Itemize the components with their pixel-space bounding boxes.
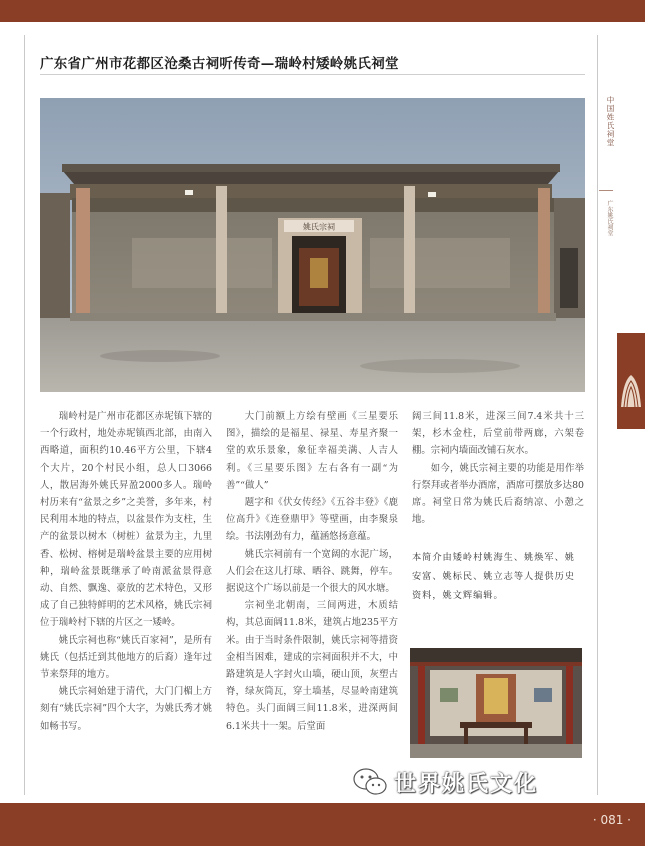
article-column-3 (412, 408, 584, 528)
headline-divider (40, 74, 585, 75)
paragraph: 瑞岭村是广州市花都区赤坭镇下辖的一个行政村，地处赤坭镇西北部，由南入西略道，面积约10.46平方公里，下辖4个大片，20个村民小组，总人口3066人，散居海外姚氏昇盈2000多人。瑞岭村历来有“盆景之乡”之美誉，多年来，村民利用本地的特点，以盆景作为支柱，生产的盆景以树木（树桩）盆景为主，九里香、松树、榕树是瑞岭盆景主要的应用树种，瑞岭盆景既继承了岭南派盆景得意动、自然、飘逸、豪放的艺术特色，又形成了自己独特鲜明的艺术风格，姚氏宗祠位于瑞岭村下辖的片区之一矮岭。 (40, 411, 212, 629)
door-plaque-text: 姚氏宗祠 (303, 222, 335, 232)
hall-interior-photo (410, 648, 582, 758)
paragraph: 姚氏宗祠也称“姚氏百家祠”，是所有姚氏（包括迁到其他地方的后裔）逢年过节来祭拜的地方。 (40, 634, 212, 681)
sidebar-section-subtitle: 广东姚氏祠堂 (606, 200, 613, 236)
wechat-icon (352, 767, 388, 797)
sidebar-divider (599, 190, 613, 191)
watermark-text: 世界姚氏文化 (394, 771, 539, 797)
paragraph: 姚氏宗祠前有一个宽阔的水泥广场，人们会在这儿打球、晒谷、跳舞，停车。据说这个广场以前是一个很大的风水塘。 (226, 548, 398, 595)
paragraph: 题字和《伏女传经》《五谷丰登》《鹿位高升》《连登鼎甲》等壁画，由李聚泉绘。书法刚劲有力，蕴涵悠扬意蕴。 (226, 497, 398, 543)
ancestral-hall-photo (40, 98, 585, 392)
paragraph: 阔三间11.8米，进深三间7.4米共十三架，杉木金柱，后堂前带两廊，六架卷棚。宗祠内墙面改铺石灰水。 (412, 411, 584, 457)
bottom-color-band (0, 803, 645, 846)
paragraph: 如今，姚氏宗祠主要的功能是用作举行祭拜或者举办酒席，酒席可摆放多达80席。祠堂日常为姚氏后裔纳凉、小憩之地。 (412, 462, 584, 526)
page-number: · 081 · (592, 813, 631, 827)
source-credit: 本简介由矮岭村姚海生、姚焕军、姚安富、姚标民、姚立志等人提供历史资料，姚文辉编辑。 (412, 552, 575, 601)
article-column-1 (40, 408, 212, 735)
article-column-2 (226, 408, 398, 735)
sidebar-section-title: 中国姓氏祠堂 (606, 96, 615, 147)
paragraph: 宗祠坐北朝南，三间两进，木质结构，其总面阔11.8米，建筑占地235平方米。由于当时条件限制，姚氏宗祠等措资金相当困难，建成的宗祠面积并不大，中路建筑是人字封火山墙，硬山顶，灰塑古脊，绿灰筒瓦，穿土墙基，尽显岭南建筑特色。头门面阔三间11.8米，进深两间6.1米共十一架。后堂面 (226, 600, 398, 732)
chapter-tab (617, 333, 645, 429)
left-margin-rule (24, 35, 25, 795)
right-margin-rule (597, 35, 598, 795)
paragraph: 大门前额上方绘有壁画《三星要乐图》，描绘的是福星、禄星、寿星齐聚一堂的欢乐景象，象征幸福美满、人吉人利。《三星要乐图》左右各有一副“为善”“做人” (226, 411, 398, 491)
gable-ornament-icon (619, 373, 643, 409)
paragraph: 姚氏宗祠始建于清代，大门门楣上方刻有“姚氏宗祠”四个大字，为姚氏秀才姚如畅书写。 (40, 686, 212, 732)
wechat-watermark (352, 765, 538, 799)
article-headline: 广东省广州市花都区沧桑古祠听传奇—瑞岭村矮岭姚氏祠堂 (40, 56, 399, 72)
top-color-band (0, 0, 645, 22)
